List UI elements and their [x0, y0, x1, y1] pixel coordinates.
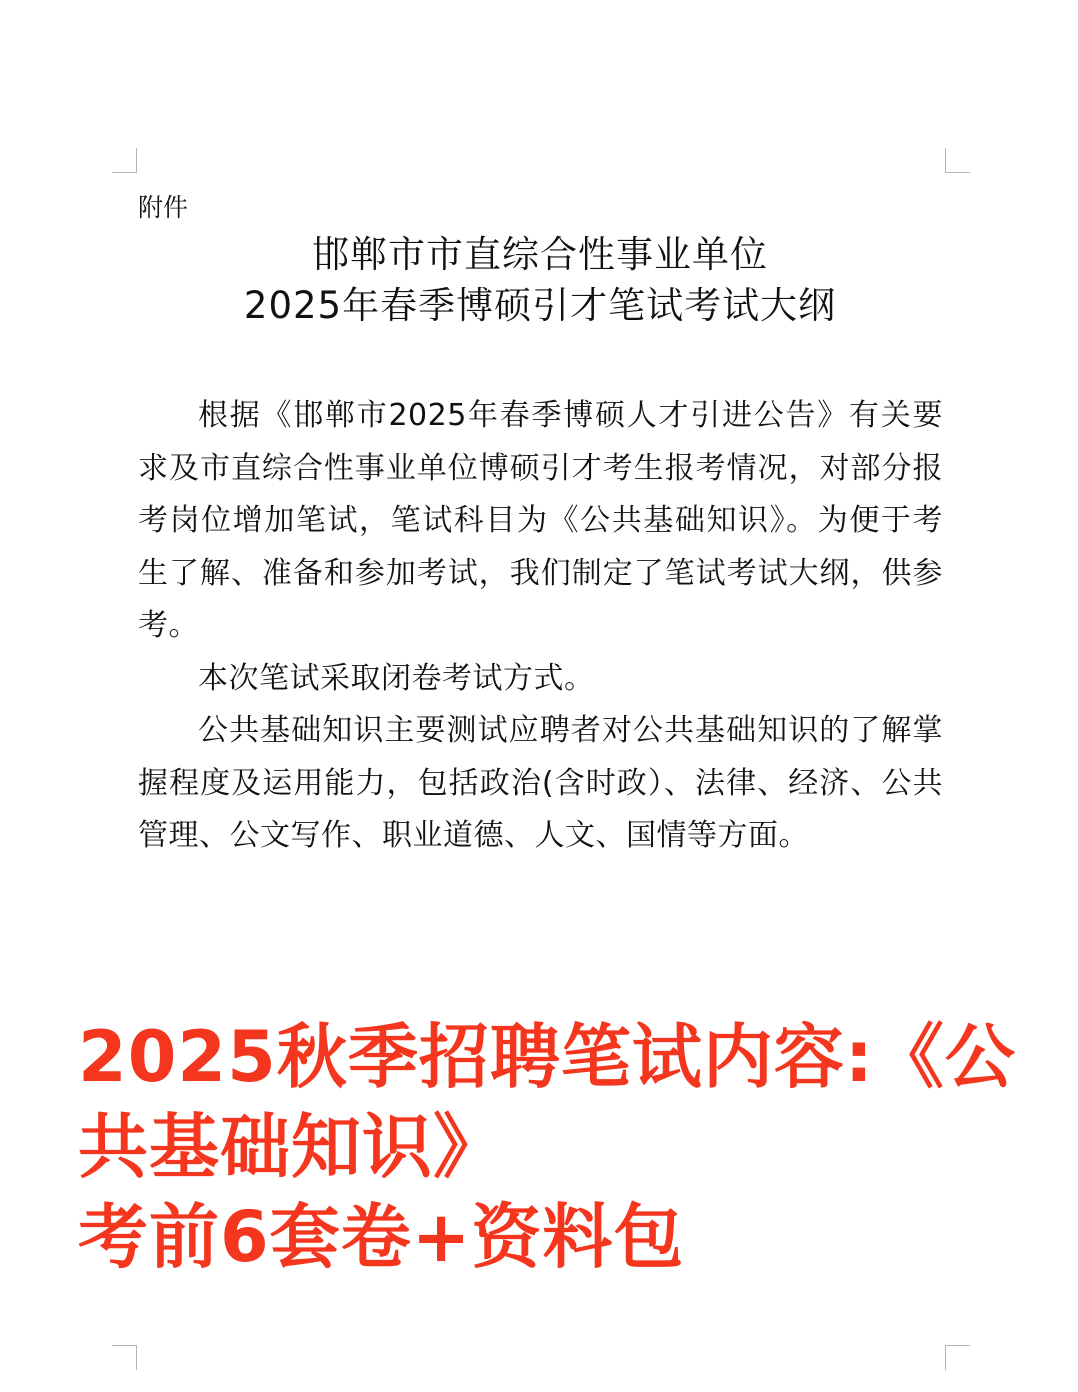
document-title-line-2: 2025年春季博硕引才笔试考试大纲	[243, 284, 837, 327]
promo-line-3: 考前6套卷+资料包	[78, 1196, 685, 1278]
document-title-line-1: 邯郸市市直综合性事业单位	[312, 233, 768, 276]
body-paragraph: 公共基础知识主要测试应聘者对公共基础知识的了解掌握程度及运用能力，包括政治(含时政）、法律、经济、公共管理、公文写作、职业道德、人文、国情等方面。	[138, 713, 943, 853]
body-paragraph: 根据《邯郸市2025年春季博硕人才引进公告》有关要求及市直综合性事业单位博硕引才考生报考情况，对部分报考岗位增加笔试，笔试科目为《公共基础知识》。为便于考生了解、准备和参加考试，我们制定了笔试考试大纲，供参考。	[138, 398, 943, 643]
page-corner-mark-bottom-right	[945, 1345, 970, 1370]
page-corner-mark-top-left	[112, 148, 137, 173]
promo-line-2: 共基础知识》	[78, 1106, 504, 1188]
body-paragraph: 本次笔试采取闭卷考试方式。	[198, 660, 595, 696]
document-body	[138, 390, 943, 863]
promo-line-1: 2025秋季招聘笔试内容:《公	[78, 1016, 1016, 1098]
attachment-label: 附件	[138, 193, 189, 222]
page-corner-mark-bottom-left	[112, 1345, 137, 1370]
promo-overlay-text	[78, 1012, 1038, 1282]
page-corner-mark-top-right	[945, 148, 970, 173]
